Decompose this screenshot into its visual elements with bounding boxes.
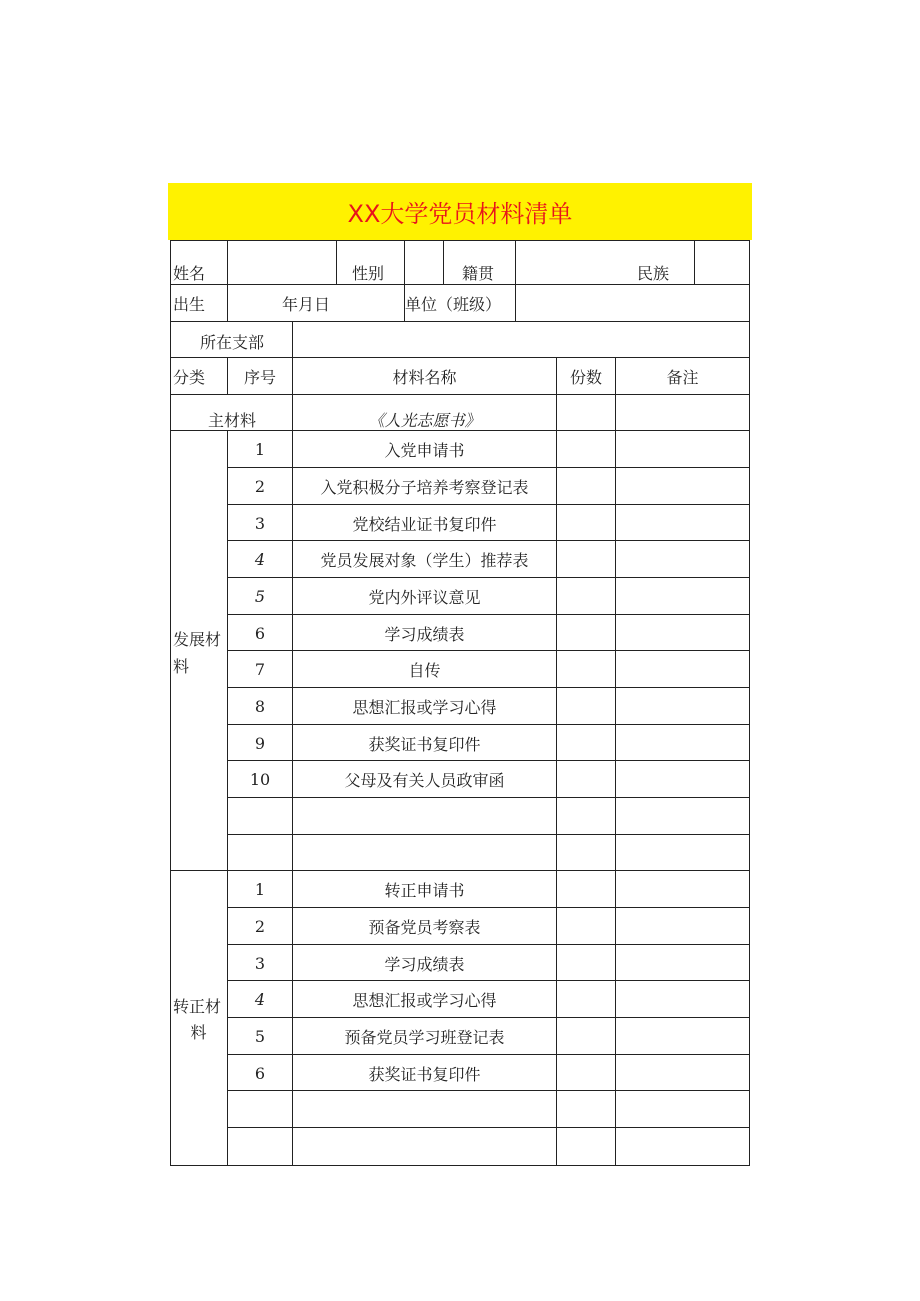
row-seq: 3 [254,513,266,533]
row-seq: 3 [254,953,266,973]
header-seq: 序号 [243,367,276,387]
row-seq: 6 [254,1063,266,1083]
row-seq: 1 [254,440,266,459]
row-material-name: 自传 [408,661,441,680]
ethnicity-label: 民族 [637,263,670,283]
row-material-name: 思想汇报或学习心得 [352,698,497,717]
row-material-name: 学习成绩表 [384,624,465,644]
row-material-name: 父母及有关人员政审函 [344,771,505,790]
row-seq: 5 [254,587,266,606]
row-seq: 2 [254,917,266,936]
row-material-name: 党员发展对象（学生）推荐表 [320,551,529,570]
gender-label: 性别 [352,263,385,283]
row-material-name: 入党积极分子培养考察登记表 [320,478,529,497]
branch-label: 所在支部 [199,332,264,352]
unit-value[interactable] [516,285,749,321]
row-seq: 4 [254,550,266,569]
main-material-name: 《人光志愿书》 [368,410,481,430]
row-seq: 6 [254,623,266,643]
ethnicity-value[interactable] [695,241,749,284]
row-seq: 7 [254,660,266,679]
row-seq: 5 [254,1027,266,1046]
branch-value[interactable] [293,322,749,357]
row-material-name: 预备党员考察表 [368,918,481,937]
row-material-name: 党校结业证书复印件 [352,514,497,534]
main-material-label: 主材料 [207,410,256,430]
probation-label-2: 料 [190,1022,207,1042]
row-seq: 1 [254,880,266,899]
development-label-2: 料 [173,656,190,676]
birth-date-placeholder[interactable]: 年月日 [282,294,331,314]
probation-label-1: 转正材 [173,996,222,1016]
row-material-name: 学习成绩表 [384,954,465,974]
development-label-1: 发展材 [173,629,222,649]
birth-label: 出生 [173,294,206,314]
name-value[interactable] [228,241,336,284]
row-seq: 2 [254,477,266,496]
header-material: 材料名称 [392,367,457,387]
row-seq: 9 [254,733,266,753]
gender-value[interactable] [405,241,443,284]
unit-label: 单位（班级） [405,294,502,314]
row-material-name: 预备党员学习班登记表 [344,1028,505,1047]
row-material-name: 党内外评议意见 [368,588,481,607]
row-material-name: 转正申请书 [384,881,465,900]
origin-label: 籍贯 [462,263,495,283]
row-seq: 4 [254,990,266,1009]
row-material-name: 获奖证书复印件 [368,1064,481,1084]
page-title: XX大学党员材料清单 [347,200,573,228]
row-material-name: 获奖证书复印件 [368,734,481,754]
row-seq: 10 [249,770,271,789]
header-remarks: 备注 [666,367,699,387]
row-material-name: 入党申请书 [384,441,465,460]
row-material-name: 思想汇报或学习心得 [352,991,497,1010]
header-category: 分类 [173,367,206,387]
row-seq: 8 [254,697,266,716]
name-label: 姓名 [173,263,206,283]
header-copies: 份数 [569,367,602,387]
